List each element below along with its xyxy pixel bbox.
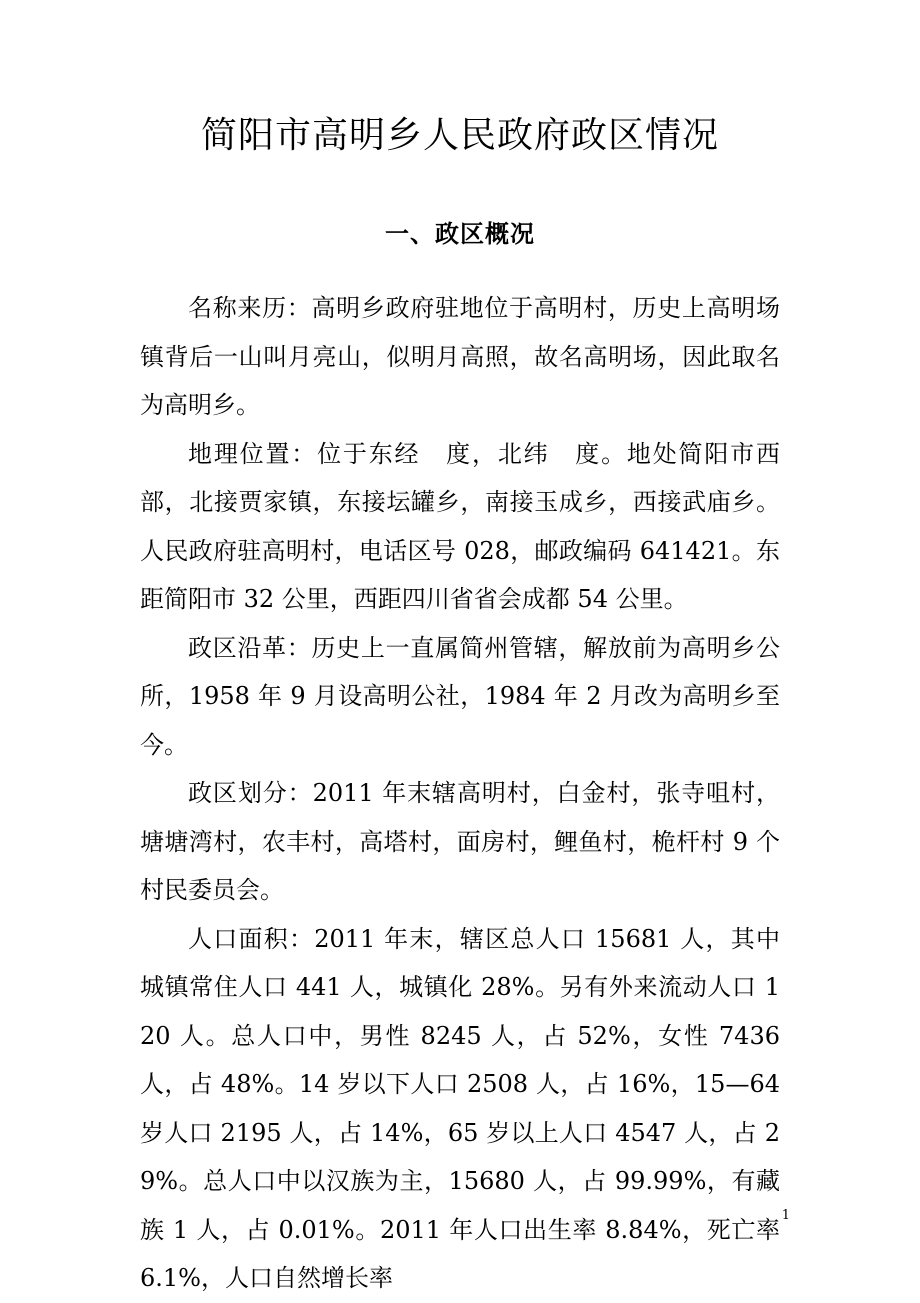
- page-number: 1: [781, 1208, 790, 1223]
- paragraph-administrative-division: 政区划分：2011 年末辖高明村，白金村，张寺咀村，塘塘湾村，农丰村，高塔村，面房村，鲤鱼村，桅杆村 9 个村民委员会。: [140, 779, 780, 904]
- document-title: 简阳市高明乡人民政府政区情况: [200, 115, 719, 156]
- paragraph-administrative-history: 政区沿革：历史上一直属简州管辖，解放前为高明乡公所，1958 年 9 月设高明公社，1984 年 2 月改为高明乡至今。: [140, 633, 780, 759]
- body-text: [140, 284, 780, 1303]
- paragraph-name-origin: 名称来历：高明乡政府驻地位于高明村，历史上高明场镇背后一山叫月亮山，似明月高照，故名高明场，因此取名为高明乡。: [140, 294, 780, 419]
- paragraph-population-area: 人口面积：2011 年末，辖区总人口 15681 人，其中城镇常住人口 441 人，城镇化 28%。另有外来流动人口 120 人。总人口中，男性 8245 人，占 52%，女性 7436 人，占 48%。14 岁以下人口 2508 人，占 16%，15—64 岁人口 2195 人，占 14%，65 岁以上人口 4547 人，占 29%。总人口中以汉族为主，15680 人，占 99.99%，有藏族 1 人，占 0.01%。2011 年人口出生率 8.84%，死亡率 6.1%，人口自然增长率: [140, 924, 780, 1292]
- section-heading: 一、政区概况: [385, 219, 535, 248]
- paragraph-geographic-location: 地理位置：位于东经 度，北纬 度。地处简阳市西部，北接贾家镇，东接坛罐乡，南接玉成乡，西接武庙乡。人民政府驻高明村，电话区号 028，邮政编码 641421。东距简阳市 32 公里，西距四川省省会成都 54 公里。: [140, 439, 780, 613]
